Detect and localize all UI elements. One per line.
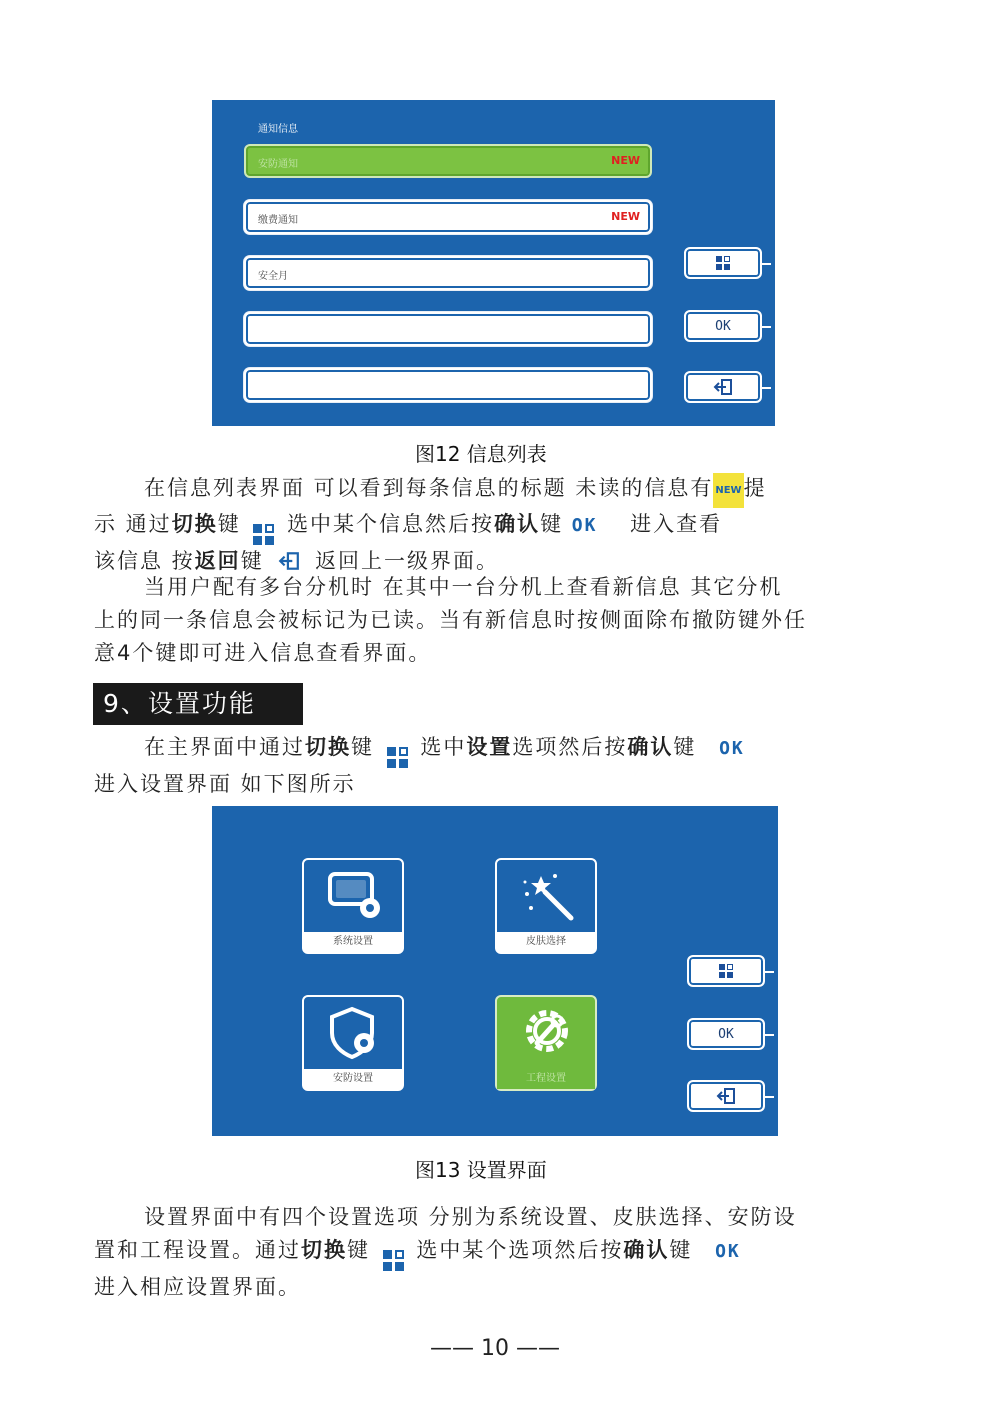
text-bold: 切换 <box>301 1238 347 1262</box>
back-icon <box>278 552 300 570</box>
text: 选中某个选项然后按 <box>416 1238 624 1262</box>
message-item[interactable] <box>244 368 652 402</box>
figure-caption: 图13 设置界面 <box>415 1158 547 1182</box>
figure-caption: 图12 信息列表 <box>415 442 547 466</box>
text: 键 <box>217 512 241 536</box>
magic-wand-icon <box>519 868 577 924</box>
text: 意4个键即可进入信息查看界面。 <box>94 641 432 665</box>
switch-icon <box>719 964 733 978</box>
section-heading: 9、设置功能 <box>93 683 303 725</box>
text: 进入相应设置界面。 <box>94 1275 301 1299</box>
paragraph-settings-intro <box>94 731 904 801</box>
ok-icon: OK <box>719 738 745 759</box>
text: 进入设置界面 如下图所示 <box>94 772 356 796</box>
switch-button[interactable] <box>687 955 765 987</box>
tile-system-settings[interactable] <box>302 858 404 954</box>
text: 键 <box>669 1238 693 1262</box>
monitor-gear-icon <box>326 868 384 924</box>
tile-security-settings[interactable] <box>302 995 404 1091</box>
text: 选中 <box>420 735 467 759</box>
text: 键 <box>351 735 374 759</box>
text-bold: 确认 <box>623 1238 670 1262</box>
text: 键 <box>240 549 264 573</box>
text-bold: 切换 <box>171 512 218 536</box>
paragraph-message-list <box>94 472 904 578</box>
message-title: 安防通知 <box>258 159 298 170</box>
text-bold: 确认 <box>494 512 541 536</box>
tile-label: 皮肤选择 <box>497 932 595 952</box>
text: 进入查看 <box>630 512 723 536</box>
text-bold: 确认 <box>627 735 674 759</box>
tile-label: 系统设置 <box>304 932 402 952</box>
back-icon <box>716 1088 736 1104</box>
ok-button[interactable] <box>687 1018 765 1050</box>
back-icon <box>713 379 733 395</box>
new-badge-icon: NEW <box>713 473 743 508</box>
text: 示 通过 <box>94 512 172 536</box>
message-list-screen <box>212 100 775 426</box>
text: 上的同一条信息会被标记为已读。当有新信息时按侧面除布撤防键外任 <box>94 608 807 632</box>
tile-engineering-settings[interactable] <box>495 995 597 1091</box>
text: 该信息 按 <box>94 549 195 573</box>
message-item[interactable] <box>244 256 652 290</box>
text: 选项然后按 <box>512 735 628 759</box>
ok-button[interactable] <box>684 310 762 342</box>
page-number: —— 10 —— <box>430 1336 560 1361</box>
message-item[interactable] <box>244 200 652 234</box>
text: 在信息列表界面 可以看到每条信息的标题 未读的信息有 <box>144 476 714 500</box>
back-button[interactable] <box>684 371 762 403</box>
text: 置和工程设置。通过 <box>94 1238 301 1262</box>
paragraph-settings-options <box>94 1201 904 1304</box>
text: 在主界面中通过 <box>144 735 305 759</box>
tile-label: 安防设置 <box>304 1069 402 1089</box>
ok-icon: OK <box>715 1241 741 1262</box>
paragraph-multi-unit <box>94 571 904 670</box>
text: 返回上一级界面。 <box>315 549 500 573</box>
ok-label: OK <box>718 1026 734 1042</box>
text: 设置界面中有四个设置选项 分别为系统设置、皮肤选择、安防设 <box>144 1205 797 1229</box>
message-item[interactable] <box>244 312 652 346</box>
new-badge: NEW <box>611 154 640 167</box>
message-title: 缴费通知 <box>258 215 298 226</box>
text: 键 <box>673 735 697 759</box>
message-title: 安全月 <box>258 271 288 282</box>
text-bold: 切换 <box>305 735 351 759</box>
text-bold: 设置 <box>466 735 513 759</box>
text: 键 <box>540 512 564 536</box>
message-item[interactable] <box>244 144 652 178</box>
new-badge: NEW <box>611 210 640 223</box>
gear-wrench-icon <box>519 1005 577 1061</box>
switch-icon <box>387 747 408 768</box>
screen-title: 通知信息 <box>258 124 298 135</box>
ok-icon: OK <box>571 515 598 536</box>
tile-skin-select[interactable] <box>495 858 597 954</box>
switch-icon <box>383 1250 404 1271</box>
shield-gear-icon <box>326 1005 384 1061</box>
ok-label: OK <box>715 318 731 334</box>
settings-screen <box>212 806 778 1136</box>
text: 键 <box>347 1238 370 1262</box>
text: 提 <box>743 476 767 500</box>
switch-icon <box>716 256 730 270</box>
switch-button[interactable] <box>684 247 762 279</box>
text: 选中某个信息然后按 <box>287 512 495 536</box>
switch-icon <box>253 524 274 545</box>
back-button[interactable] <box>687 1080 765 1112</box>
text-bold: 返回 <box>194 549 241 573</box>
text: 当用户配有多台分机时 在其中一台分机上查看新信息 其它分机 <box>144 575 783 599</box>
tile-label: 工程设置 <box>497 1069 595 1089</box>
